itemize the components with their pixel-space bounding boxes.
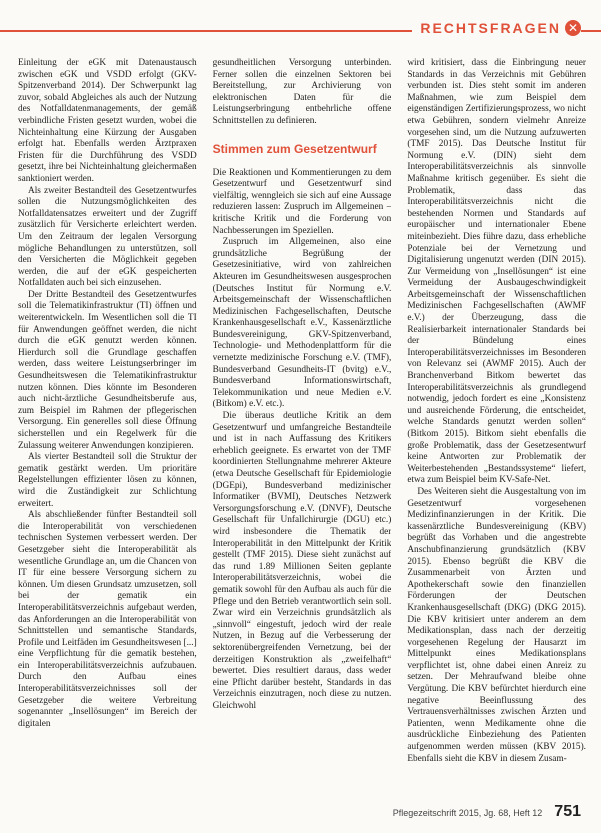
page-footer xyxy=(393,803,581,821)
x-badge-icon: ✕ xyxy=(565,20,581,36)
column-2 xyxy=(213,58,392,798)
section-header xyxy=(412,20,581,36)
paragraph: Als zweiter Bestandteil des Gesetzentwurfes sollen die Nutzungsmöglichkeiten des Notfalldatensatzes erweitert und der Zugriff zusätzlich für Versicherte erleichtert werden. Um den Zeitraum der legalen Versorgung mögliche Behandlungen zu unterstützen, soll den Versicherten die Möglichkeit gegeben werden, die auf der eGK gespeicherten Notfalldaten auch bei sich einzusehen. xyxy=(18,185,197,289)
page-number: 751 xyxy=(554,803,581,820)
column-1 xyxy=(18,58,197,798)
paragraph: wird kritisiert, dass die Einbringung neuer Standards in das Verzeichnis mit Gebühren verbunden ist. Dies steht somit im anderen Maßnahmen, wie zum Beispiel dem eigenständigen Zertifizierungsprozess, wo nicht etwa Gebühren, sondern vielmehr Anreize vorgesehen sind, um die Nutzung aufzuwerten (TMF 2015). Das Deutsche Institut für Normung e.V. (DIN) sieht dem Interoperabilitätsverzeichnis als sinnvolle Maßnahme kritisch gegenüber. Es sieht die Problematik, dass das Interoperabilitätsverzeichnis nicht die bestehenden Normen und Standards auf europäischer und internationaler Ebene miteinbezieht. Dies führe dazu, dass erhebliche Potenziale bei der Vernetzung und Digitalisierung ungenutzt werden (DIN 2015). Zur Vermeidung von „Insellösungen“ ist eine Vermeidung der Ausbaugeschwindigkeit Arbeitsgemeinschaft der Wissenschaftlichen Medizinischen Fachgesellschaften (AWMF e.V.) der Überzeugung, dass die Realisierbarkeit internationaler Standards bei der Bündelung eines Interoperabilitätsverzeichnisses im Besonderen von Relevanz sei (AWMF 2015). Auch der Branchenverband Bitkom bewertet das Interoperabilitätsverzeichnis als grundlegend notwendig, jedoch fordert es eine „Konsistenz und ausreichende Förderung, die entscheidet, welche Standards genutzt werden sollen“ (Bitkom 2015). Bitkom sieht ebenfalls die große Problematik, dass der Gesetzesentwurf keine Antworten zur Problematik der Weiterbestehenden „Bestandssysteme“ liefert, etwa zum Beispiel beim KV-Safe-Net. xyxy=(407,58,586,486)
paragraph: Die Reaktionen und Kommentierungen zu dem Gesetzentwurf und Gesetzentwurf sind vielfältig, wenngleich sie sich auf eine Aussage reduzieren lassen: Zuspruch im Allgemeinen – kritische Kritik und die Forderung von Nachbesserungen im Speziellen. xyxy=(212,167,392,236)
paragraph: Des Weiteren sieht die Ausgestaltung von im Gesetzentwurf vorgesehenen Medizinfinanzierungen in der Kritik. Die kassenärztliche Bundesvereinigung (KBV) begrüßt das Vorhaben und die angestrebte Anschubfinanzierung grundsätzlich (KBV 2015). Ebenso begrüßt die KBV die Zusammenarbeit von Ärzten und Apothekerschaft sowie den finanziellen Förderungen der Deutschen Krankenhausgesellschaft (DKG) (DKG 2015). Die KBV kritisiert unter anderem an dem Medikationsplan, dass nach der derzeitig vorgesehenen Regelung der Hausarzt im Mittelpunkt eines Medikationsplans verpflichtet ist, ohne dabei einen Anreiz zu setzen. Der Mehraufwand bleibe ohne Vergütung. Die KBV befürchtet hierdurch eine negative Beeinflussung des Vertrauensverhältnisses zwischen Ärzten und Patienten, wenn Medikamente ohne die ausdrückliche Einbeziehung des Patienten aufgenommen werden müssen (KBV 2015). Ebenfalls sieht die KBV in diesem Zusam- xyxy=(407,486,586,764)
paragraph: Als abschließender fünfter Bestandteil soll die Interoperabilität von verschiedenen technischen Systemen verbessert werden. Der Gesetzgeber sieht die Interoperabilität als wesentliche Grundlage an, um die Chancen von IT für eine bessere Versorgung sichern zu können. Um diesen Grundsatz umzusetzen, soll bei der gematik ein Interoperabilitätsverzeichnis aufgebaut werden, das Anforderungen an die Interoperabilität von Schnittstellen und semantische Standards, Profile und Leitfäden im Gesundheitswesen [...] eine Verpflichtung für die gematik bestehen, ein Interoperabilitätsverzeichnis aufzubauen. Durch den Aufbau eines Interoperabilitätsverzeichnisses soll der Gesetzgeber die weitere Verbreitung sogenannter „Insellösungen“ im Bereich der digitalen xyxy=(18,510,197,729)
section-title: RECHTSFRAGEN xyxy=(420,20,561,36)
paragraph: gesundheitlichen Versorgung unterbinden. Ferner sollen die einzelnen Sektoren bei Bereitstellung, zur Archivierung von elektronischen Daten für die Leistungserbringung entbehrliche offene Schnittstellen zu definieren. xyxy=(212,58,392,126)
article-body xyxy=(18,58,586,798)
section-heading: Stimmen zum Gesetzentwurf xyxy=(212,141,377,156)
paragraph: Der Dritte Bestandteil des Gesetzentwurfes soll die Telematikinfrastruktur (TI) öffnen und weiterentwickeln. Im Wesentlichen soll die TI für Anwendungen geöffnet werden, die nicht durch die eGK genutzt werden können. Hierdurch soll die Grundlage geschaffen werden, dass weitere Leistungserbringer im Gesundheitswesen die Telematikinfrastruktur nutzen können. Dies könnte im Besonderen auch nicht-ärztliche Gesundheitsberufe aus, zum Beispiel im Rahmen der pflegerischen Versorgung. Ein generelles soll diese Öffnung sicherstellen und ein Regelwerk für die Zulassung weiterer Anwendungen konzipieren. xyxy=(18,289,197,451)
journal-citation: Pflegezeitschrift 2015, Jg. 68, Heft 12 xyxy=(392,808,543,818)
paragraph: Als vierter Bestandteil soll die Struktur der gematik gestärkt werden. Um prioritäre Regelstellungen effizienter lösen zu können, wird die Zuständigkeit zur Schlichtung erweitert. xyxy=(18,452,197,509)
paragraph: Die überaus deutliche Kritik an dem Gesetzentwurf und umfangreiche Bestandteile und ist in nach Auffassung des Kritikers erheblich geeignete. Es erwartet von der TMF koordinierten Stellungnahme mehrerer Akteure (etwa Deutsche Gesellschaft für Epidemiologie (DGEpi), Bundesverband medizinischer Informatiker (BVMI), Deutsches Netzwerk Versorgungsforschung e.V. (DNVF), Deutsche Gesellschaft für Unfallchirurgie (DGU) etc.) wird insbesondere die Thematik der Interoperabilität in den Mittelpunkt der Kritik gestellt (TMF 2015). Diese sieht zunächst auf das rund 1.89 Millionen Seiten geplante Interoperabilitätsverzeichnis, wobei die gematik sowohl für den Aufbau als auch für die Pflege und den Betrieb verantwortlich sein soll. Zwar wird ein Verzeichnis grundsätzlich als „sinnvoll“ eingestuft, jedoch wird der reale Nutzen, in Bezug auf die Verbesserung der sektorenübergreifenden Vernetzung, bei der derzeitigen Konstruktion als „zweifelhaft“ bewertet. Dies resultiert daraus, dass weder eine Pflicht darüber besteht, Standards in das Verzeichnis einzutragen, noch diese zu nutzen. Gleichwohl xyxy=(212,411,392,711)
paragraph: Zuspruch im Allgemeinen, also eine grundsätzliche Begrüßung der Gesetzesinitiative, wird von zahlreichen Akteuren im Gesundheitswesen ausgesprochen (Deutsches Institut für Normung e.V. Arbeitsgemeinschaft der Wissenschaftlichen Medizinischen Fachgesellschaften, Deutsche Krankenhausgesellschaft e.V., Kassenärztliche Bundesvereinigung, GKV-Spitzenverband, Technologie- und Methodenplattform für die vernetzte medizinische Forschung e.V. (TMF), Bundesverband Gesundheits-IT (bvitg) e.V., Bundesverband Informationswirtschaft, Telekommunikation und neue Medien e.V. (Bitkom) e.V. etc.). xyxy=(212,237,392,410)
column-3 xyxy=(407,58,586,798)
paragraph: Einleitung der eGK mit Datenaustausch zwischen eGK und VSDD erfolgt (GKV-Spitzenverband 2014). Der Schwerpunkt lag zuvor, sobald Abgleiches als auch der Nutzung des Notfalldatenmanagements, der gemäß verbindliche Fristen gesetzt wurden, wobei die Nichteinhaltung eine Kürzung der Ausgaben erfolgt hat. Ebenfalls werden Ärztpraxen Fristen für die Durchführung des VSDD gesetzt, ihre bei Nichteinhaltung gleichermaßen sanktioniert werden. xyxy=(18,58,197,184)
